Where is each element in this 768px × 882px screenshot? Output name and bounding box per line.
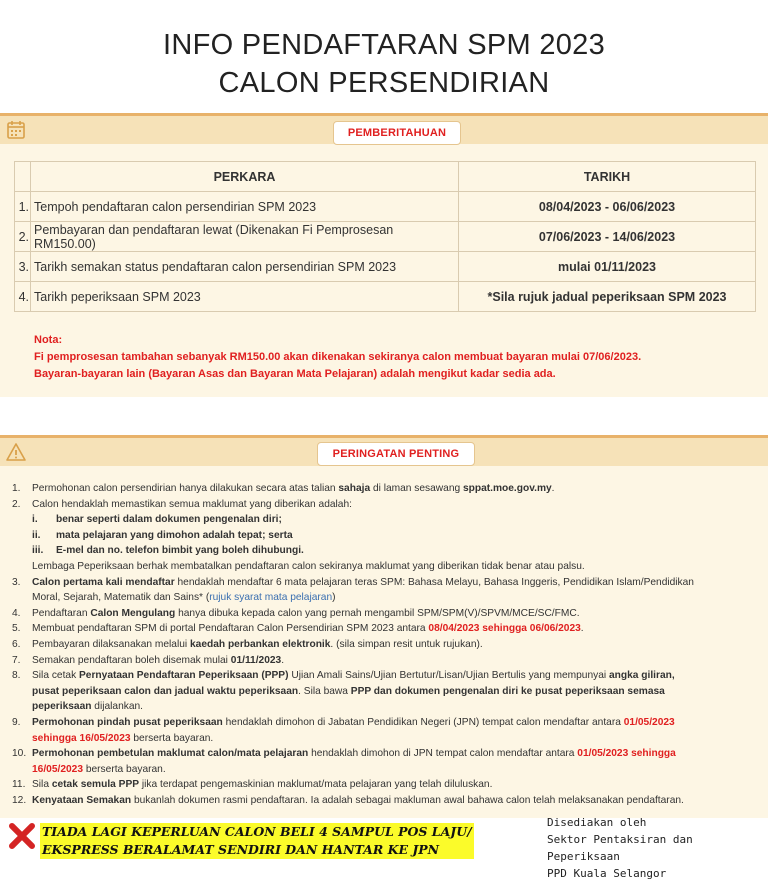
list-item: 3. Calon pertama kali mendaftar hendaklah mendaftar 6 mata pelajaran teras SPM: Bahasa Melayu, Bahasa Inggeris, Pendidikan Islam/Pendidikan Moral, Sejarah, Matematik dan Sains* (rujuk syarat mata pelajaran) <box>12 576 694 604</box>
row-perkara: Tempoh pendaftaran calon persendirian SPM 2023 <box>31 192 459 222</box>
prepared-by-line-2: Sektor Pentaksiran dan Peperiksaan <box>547 833 693 863</box>
nota-line-2: Bayaran-bayaran lain (Bayaran Asas dan Bayaran Mata Pelajaran) adalah mengikut kadar sedia ada. <box>34 368 556 380</box>
header-perkara: PERKARA <box>31 162 459 192</box>
table-row <box>15 282 756 312</box>
row-perkara: Tarikh semakan status pendaftaran calon persendirian SPM 2023 <box>31 252 459 282</box>
list-item: 6. Pembayaran dilaksanakan melalui kaedah perbankan elektronik. (sila simpan resit untuk rujukan). <box>12 638 483 650</box>
prepared-by-line-3: PPD Kuala Selangor <box>547 867 667 880</box>
nota-block <box>34 332 754 383</box>
list-item: 12. Kenyataan Semakan bukanlah dokumen rasmi pendaftaran. Ia adalah sebagai makluman awal bahawa calon telah melaksanakan pendaftaran. <box>12 794 684 806</box>
list-item: 5. Membuat pendaftaran SPM di portal Pendaftaran Calon Persendirian SPM 2023 antara 08/04/2023 sehingga 06/06/2023. <box>12 623 584 635</box>
sub-item: iii. E-mel dan no. telefon bimbit yang boleh dihubungi. <box>32 545 304 557</box>
header-tarikh: TARIKH <box>459 162 756 192</box>
sub-item: i. benar seperti dalam dokumen pengenalan diri; <box>32 514 282 526</box>
list-item: 11. Sila cetak semula PPP jika terdapat pengemaskinian maklumat/mata pelajaran yang telah diluluskan. <box>12 779 493 791</box>
page-title <box>0 26 768 102</box>
nota-label: Nota: <box>34 334 63 346</box>
nota-line-1: Fi pemprosesan tambahan sebanyak RM150.00 akan dikenakan sekiranya calon membuat bayaran mulai 07/06/2023. <box>34 351 642 363</box>
table-row <box>15 252 756 282</box>
list-item: 9. Permohonan pindah pusat peperiksaan hendaklah dimohon di Jabatan Pendidikan Negeri (JPN) tempat calon mendaftar antara 01/05/2023 sehingga 16/05/2023 berserta bayaran. <box>12 716 675 744</box>
row-tarikh: 07/06/2023 - 14/06/2023 <box>459 222 756 252</box>
syarat-link[interactable]: rujuk syarat mata pelajaran <box>209 592 333 604</box>
row-tarikh: 08/04/2023 - 06/06/2023 <box>459 192 756 222</box>
table-header-row <box>15 162 756 192</box>
row-perkara: Pembayaran dan pendaftaran lewat (Dikenakan Fi Pemprosesan RM150.00) <box>31 222 459 252</box>
list-item: 7. Semakan pendaftaran boleh disemak mulai 01/11/2023. <box>12 654 285 666</box>
footer-warning-line-2: EKSPRESS BERALAMAT SENDIRI DAN HANTAR KE JPN <box>42 842 440 857</box>
title-line-1: INFO PENDAFTARAN SPM 2023 <box>162 29 606 61</box>
warning-panel <box>0 435 768 818</box>
title-line-2: CALON PERSENDIRIAN <box>218 67 550 99</box>
notice-badge: PEMBERITAHUAN <box>333 121 461 145</box>
row-num: 2. <box>15 222 31 252</box>
row-perkara: Tarikh peperiksaan SPM 2023 <box>31 282 459 312</box>
sppat-link[interactable]: sppat.moe.gov.my <box>462 483 552 494</box>
warning-badge: PERINGATAN PENTING <box>317 442 475 466</box>
row-num: 4. <box>15 282 31 312</box>
list-item: 8. Sila cetak Pernyataan Pendaftaran Peperiksaan (PPP) Ujian Amali Sains/Ujian Bertutur/Lisan/Ujian Bertulis yang mempunyai angka giliran, pusat peperiksaan calon dan jadual waktu peperiksaan. Sila bawa PPP dan dokumen pengenalan diri ke pusat peperiksaan semasa peperiksaan dijalankan. <box>12 670 675 713</box>
row-tarikh: mulai 01/11/2023 <box>459 252 756 282</box>
table-row <box>15 192 756 222</box>
sub-item: ii. mata pelajaran yang dimohon adalah tepat; serta <box>32 529 293 541</box>
header-num <box>15 162 31 192</box>
footer-warning <box>40 823 474 859</box>
calendar-icon <box>6 120 26 140</box>
prepared-by <box>547 814 768 882</box>
list-item: 10. Permohonan pembetulan maklumat calon/mata pelajaran hendaklah dimohon di JPN tempat calon mendaftar antara 01/05/2023 sehingga 16/05/2023 berserta bayaran. <box>12 748 676 775</box>
notice-table <box>14 161 756 312</box>
red-x-icon <box>8 822 36 850</box>
warning-triangle-icon <box>6 442 26 462</box>
row-num: 3. <box>15 252 31 282</box>
list-item: 1. Permohonan calon persendirian hanya dilakukan secara atas talian sahaja di laman sesawang sppat.moe.gov.my. <box>12 483 555 494</box>
row-tarikh: *Sila rujuk jadual peperiksaan SPM 2023 <box>459 282 756 312</box>
notice-panel <box>0 113 768 397</box>
row-num: 1. <box>15 192 31 222</box>
warning-list <box>12 481 762 808</box>
table-row <box>15 222 756 252</box>
prepared-by-line-1: Disediakan oleh <box>547 816 647 829</box>
list-item: 4. Pendaftaran Calon Mengulang hanya dibuka kepada calon yang pernah mengambil SPM/SPM(V)/SPVM/MCE/SC/FMC. <box>12 607 580 619</box>
list-item: 2. Calon hendaklah memastikan semua maklumat yang diberikan adalah: i. benar seperti dalam dokumen pengenalan diri; ii. mata pelajaran yang dimohon adalah tepat; serta iii. E-mel dan no. telefon bimbit yang boleh dihubungi. Lembaga Peperiksaan berhak membatalkan pendaftaran calon sekiranya maklumat yang diberikan tidak benar atau palsu. <box>12 497 762 575</box>
item-tail: Lembaga Peperiksaan berhak membatalkan pendaftaran calon sekiranya maklumat yang diberikan tidak benar atau palsu. <box>32 560 585 572</box>
footer-warning-line-1: TIADA LAGI KEPERLUAN CALON BELI 4 SAMPUL POS LAJU/ <box>42 824 472 839</box>
